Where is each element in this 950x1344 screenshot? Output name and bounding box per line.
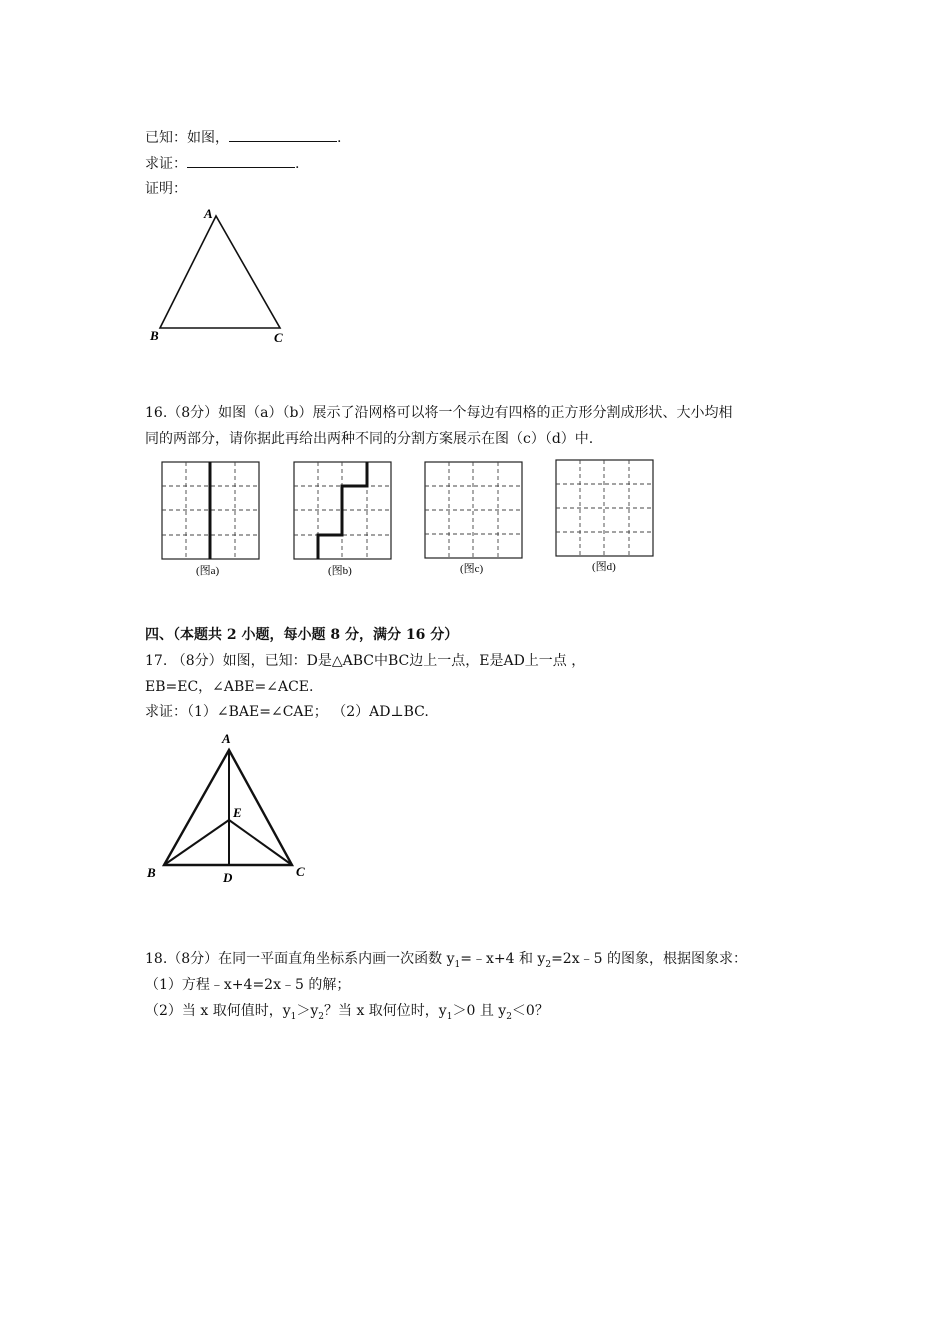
grid-c: [425, 462, 522, 558]
grid-b: [294, 462, 391, 559]
q17-line2: EB=EC，∠ABE=∠ACE.: [145, 679, 314, 695]
vertex-label-c2: C: [296, 864, 305, 879]
caption-b: (图b): [328, 565, 352, 577]
given-blank: [229, 128, 337, 142]
caption-a: (图a): [196, 565, 220, 577]
vertex-label-c: C: [274, 330, 283, 345]
proof-label: 证明：: [145, 181, 187, 197]
triangle-abc: [160, 216, 280, 328]
caption-d: (图d): [592, 561, 616, 573]
vertex-label-d: D: [223, 870, 233, 885]
vertex-label-a: A: [204, 206, 213, 221]
q18-line2: （1）方程﹣x+4=2x﹣5 的解；: [145, 977, 351, 993]
vertex-label-a2: A: [222, 731, 231, 746]
prove-line: 求证： .: [145, 156, 300, 172]
grid-d: [556, 460, 653, 556]
grid-a: [162, 462, 259, 559]
prove-label: 求证：: [145, 156, 187, 172]
caption-c: (图c): [460, 563, 484, 575]
segment-be: [164, 820, 229, 865]
vertex-label-b: B: [150, 328, 159, 343]
section-4-heading: 四、（本题共 2 小题，每小题 8 分，满分 16 分）: [145, 627, 459, 643]
vertex-label-e: E: [233, 805, 242, 820]
segment-ce: [229, 820, 292, 865]
q16-line2: 同的两部分，请你据此再给出两种不同的分割方案展示在图（c）（d）中.: [145, 431, 594, 447]
given-label: 已知：如图，: [145, 130, 229, 146]
q18-line1: 18.（8分）在同一平面直角坐标系内画一次函数 $y_1=﹣x+4$ 和 $y_2=2x﹣5$ 的图象，根据图象求：: [145, 951, 747, 970]
vertex-label-b2: B: [147, 865, 156, 880]
q17-line3: 求证：（1）∠BAE=∠CAE； （2）AD⊥BC.: [145, 704, 429, 720]
q16-line1: 16.（8分）如图（a）（b）展示了沿网格可以将一个每边有四格的正方形分割成形状、大小均相: [145, 405, 733, 421]
triangle-abc-outline: [164, 750, 292, 865]
given-line: 已知：如图， .: [145, 130, 342, 146]
prove-blank: [187, 154, 295, 168]
q18-line3: （2）当 x 取何值时，$y_1>y_2$？当 x 取何位时，$y_1>0$ 且 $y_2<0$？: [145, 1003, 549, 1022]
q17-line1: 17. （8分）如图，已知：D是△ABC中BC边上一点，E是AD上一点 ，: [145, 653, 586, 669]
